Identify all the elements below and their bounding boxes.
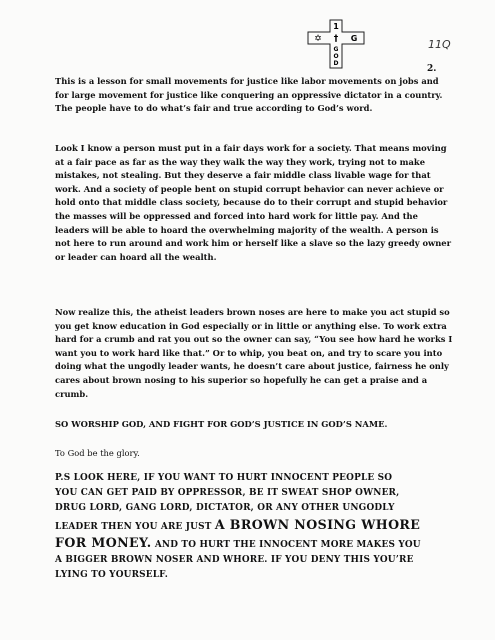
postscript-line-5 [55,535,453,553]
cross-bottom-glyph-2: O [333,53,339,60]
postscript-line-4 [55,517,453,535]
postscript-line-6: A BIGGER BROWN NOSER AND WHORE. IF YOU DENY THIS YOU’RE [55,555,414,566]
paragraph-worship: SO WORSHIP GOD, AND FIGHT FOR GOD’S JUSTICE IN GOD’S NAME. [55,419,388,429]
cross-center-glyph: † [333,34,339,44]
postscript-line-2: YOU CAN GET PAID BY OPPRESSOR, BE IT SWEAT SHOP OWNER, [55,488,400,499]
postscript-emphasis-1: A BROWN NOSING WHORE [214,516,421,532]
hand-drawn-cross [306,18,366,70]
postscript-line-7: LYING TO YOURSELF. [55,570,169,581]
postscript [55,471,453,583]
cross-bottom-glyph-1: G [333,46,339,53]
postscript-line-1: P.S LOOK HERE, IF YOU WANT TO HURT INNOCENT PEOPLE SO [55,473,393,483]
paragraph-atheist-leaders: Now realize this, the atheist leaders brown noses are here to make you act stupid so you get know education in God especially or in little or anything else. To work extra hard for a crumb and rat you out so the owner can say, “You see how hard he works I want you to work hard like that.” Or to whip, you beat on, and try to scare you into doing what the ungodly leader wants, he doesn’t care about justice, fairness he only cares about brown nosing to his superior so hopefully he can get a praise and a crumb. [55,307,453,399]
postscript-emphasis-2: FOR MONEY. [55,534,152,550]
paragraph-fair-work: Look I know a person must put in a fair days work for a society. That means moving at a fair pace as far as the way they walk the way they work, trying not to make mistakes, not stealing. But they deserve a fair middle class livable wage for that work. And a society of people bent on stupid corrupt behavior can never achieve or hold onto that middle class society, because do to their corrupt and stupid behavior the masses will be oppressed and forced into hard work for little pay. And the leaders will be able to hoard the overwhelming majority of the wealth. A person is not here to run around and work him or herself like a slave so the lazy greedy owner or leader can hoard all the wealth. [55,143,451,262]
postscript-line-3: DRUG LORD, GANG LORD, DICTATOR, OR ANY OTHER UNGODLY [55,503,395,514]
star-of-david-icon: ✡ [314,34,322,44]
paragraph-glory: To God be the glory. [55,448,140,458]
cross-top-glyph: 1 [333,22,339,31]
postscript-line-5-text: AND TO HURT THE INNOCENT MORE MAKES YOU [151,539,421,550]
handwritten-page-mark: 11Q [428,38,451,51]
page-number: 2. [427,64,437,74]
paragraph-intro: This is a lesson for small movements for justice like labor movements on jobs and for large movement for justice like conquering an oppressive dictator in a country. The people have to do what’s fair and true according to God’s word. [55,76,443,114]
cross-right-glyph: G [350,34,358,43]
postscript-line-4-text: LEADER THEN YOU ARE JUST [55,521,215,532]
cross-drawing [306,18,366,70]
cross-bottom-glyph-3: D [333,60,339,67]
